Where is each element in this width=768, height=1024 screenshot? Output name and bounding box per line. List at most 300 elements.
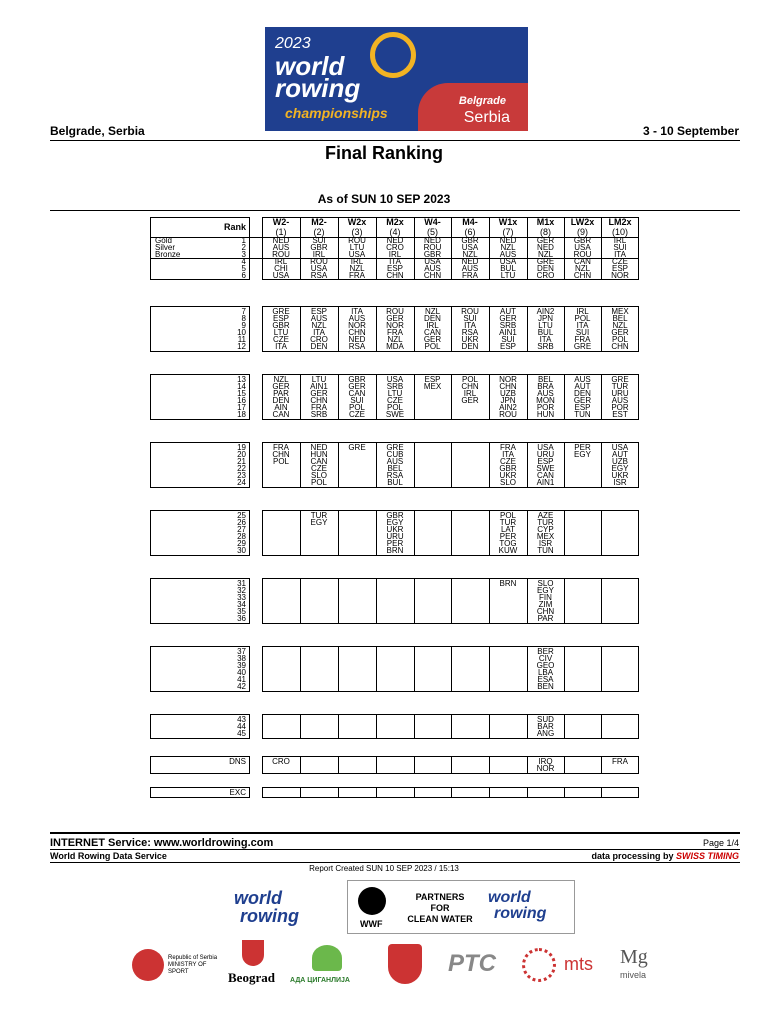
- rank-number: 23: [237, 471, 246, 480]
- table-cell: POL: [611, 335, 628, 344]
- table-cell: AZE: [537, 511, 554, 520]
- rank-number: 10: [237, 328, 246, 337]
- table-cell: POL: [348, 403, 365, 412]
- table-cell: ITA: [576, 321, 589, 330]
- table-cell: CYP: [537, 525, 554, 534]
- table-cell: NOR: [499, 375, 517, 384]
- table-cell: BUL: [500, 264, 516, 273]
- partners-label: PARTNERS: [415, 892, 465, 902]
- rank-number: 8: [241, 314, 246, 323]
- table-cell: LTU: [273, 328, 289, 337]
- table-cell: EST: [612, 410, 628, 419]
- table-cell: BRA: [537, 382, 554, 391]
- column-divider-8-2: [338, 756, 339, 774]
- column-header-w2-name: W2-: [272, 217, 290, 227]
- column-divider-9-4: [414, 787, 415, 798]
- table-cell: URU: [386, 532, 404, 541]
- table-cell: ROU: [461, 307, 479, 316]
- table-cell: EGY: [386, 518, 404, 527]
- column-divider-8-6: [489, 756, 490, 774]
- table-cell: IRL: [613, 236, 627, 245]
- table-cell: UKR: [611, 471, 629, 480]
- table-cell: NOR: [348, 321, 366, 330]
- banner-world-rowing: world rowing: [275, 51, 361, 103]
- table-cell: EGY: [611, 464, 629, 473]
- table-cell: UKR: [499, 471, 517, 480]
- table-cell: NZL: [537, 250, 554, 259]
- table-cell: CIV: [538, 654, 553, 663]
- table-cell: ANG: [536, 729, 555, 738]
- table-cell: USA: [272, 271, 290, 280]
- table-cell: ESP: [574, 403, 591, 412]
- table-cell: AIN1: [310, 382, 328, 391]
- mivela-text: mivela: [620, 970, 647, 980]
- data-service: World Rowing Data Service: [50, 851, 167, 861]
- column-divider-9-3: [376, 787, 377, 798]
- table-cell: SUI: [501, 335, 515, 344]
- table-cell: ESP: [386, 264, 403, 273]
- column-header-m2-number: (2): [313, 227, 325, 237]
- rank-number: 24: [237, 478, 246, 487]
- footer-divider-3: [50, 862, 740, 863]
- table-cell: ESP: [537, 457, 554, 466]
- table-cell: USA: [537, 443, 554, 452]
- table-cell: MON: [536, 396, 555, 405]
- table-cell: ROU: [423, 243, 442, 252]
- table-cell: SWE: [385, 410, 405, 419]
- banner-serbia: Serbia: [463, 109, 510, 126]
- table-cell: MEX: [423, 382, 442, 391]
- table-cell: ESP: [272, 314, 289, 323]
- rank-number: 28: [237, 532, 246, 541]
- world-rowing-logo-2-text-2: rowing: [494, 905, 547, 922]
- ada-text: АДА ЦИГАНЛИЈА: [290, 977, 350, 984]
- table-cell: AUT: [574, 382, 591, 391]
- table-cell: SUI: [613, 243, 627, 252]
- table-cell: AUS: [272, 243, 290, 252]
- table-cell: BAR: [537, 722, 554, 731]
- column-divider-8-1: [300, 756, 301, 774]
- table-cell: BER: [537, 647, 554, 656]
- column-divider-9-5: [451, 787, 452, 798]
- table-cell: POL: [386, 403, 403, 412]
- table-cell: CRO: [386, 243, 404, 252]
- table-cell: POL: [424, 342, 441, 351]
- column-header-m2-name: M2-: [311, 217, 327, 227]
- column-divider-7-4: [414, 714, 415, 739]
- table-cell: USA: [348, 250, 366, 259]
- table-cell: GBR: [423, 250, 442, 259]
- column-divider-7-9: [601, 714, 602, 739]
- table-cell: BRN: [499, 579, 517, 588]
- table-cell: ITA: [275, 342, 287, 351]
- world-rowing-logo-2-text-1: world: [488, 889, 531, 906]
- table-cell: GER: [611, 328, 629, 337]
- internet-service: INTERNET Service: www.worldrowing.com: [50, 837, 274, 849]
- table-cell: ITA: [502, 450, 514, 459]
- column-divider-3-5: [451, 442, 452, 488]
- table-cell: CAN: [424, 328, 441, 337]
- table-cell: CHN: [611, 342, 629, 351]
- table-cell: CZE: [387, 396, 403, 405]
- table-cell: CAN: [272, 410, 290, 419]
- table-cell: POL: [574, 314, 591, 323]
- table-cell: CHN: [536, 607, 555, 616]
- table-cell: CZE: [311, 464, 327, 473]
- table-cell: FRA: [574, 335, 591, 344]
- table-cell: GBR: [461, 236, 479, 245]
- column-divider-3-4: [414, 442, 415, 488]
- column-header-lm2x-name: LM2x: [608, 217, 632, 227]
- column-divider-6-4: [414, 646, 415, 692]
- table-cell: ROU: [573, 250, 592, 259]
- rank-number: 4: [241, 257, 246, 266]
- column-divider-6-5: [451, 646, 452, 692]
- table-cell: UZB: [500, 389, 516, 398]
- rank-number: 18: [237, 410, 246, 419]
- table-cell: CHN: [272, 450, 290, 459]
- table-cell: MEX: [536, 532, 555, 541]
- wwf-label: WWF: [360, 919, 383, 929]
- table-cell: CRO: [310, 335, 328, 344]
- table-cell: POL: [310, 478, 327, 487]
- table-cell: BEL: [612, 314, 628, 323]
- column-divider-4-2: [338, 510, 339, 556]
- mts-logo: [522, 946, 602, 986]
- rank-number: 5: [241, 264, 246, 273]
- table-cell: BEL: [387, 464, 403, 473]
- table-cell: USA: [499, 257, 517, 266]
- ada-ciganlija-logo: [290, 945, 370, 990]
- table-cell: NED: [310, 443, 328, 452]
- clean-water-partnership: [347, 880, 575, 934]
- header-divider: [50, 140, 740, 141]
- rank-number: 37: [237, 647, 246, 656]
- column-divider-5-3: [376, 578, 377, 624]
- table-cell: NZL: [311, 321, 327, 330]
- table-cell: EGY: [310, 518, 328, 527]
- table-cell: MEX: [611, 307, 629, 316]
- table-cell: UKR: [386, 525, 404, 534]
- rank-number: 39: [237, 661, 246, 670]
- column-divider-6-8: [564, 646, 565, 692]
- table-cell: LTU: [538, 321, 553, 330]
- rank-number: 20: [237, 450, 246, 459]
- rank-number: EXC: [229, 788, 246, 797]
- table-cell: AUS: [348, 314, 366, 323]
- world-rowing-logo: [226, 884, 316, 930]
- column-divider-7-1: [300, 714, 301, 739]
- column-divider-4-4: [414, 510, 415, 556]
- column-header-lw2x-name: LW2x: [570, 217, 595, 227]
- table-cell: DEN: [461, 342, 479, 351]
- rank-number: 45: [237, 729, 246, 738]
- column-divider-7-5: [451, 714, 452, 739]
- table-cell: AIN2: [499, 403, 517, 412]
- page-title: Final Ranking: [324, 143, 443, 163]
- rank-number: 2: [241, 243, 246, 252]
- table-cell: SRB: [386, 382, 404, 391]
- table-cell: HUN: [310, 450, 328, 459]
- table-cell: PER: [499, 532, 517, 541]
- rank-number: 30: [237, 546, 246, 555]
- table-cell: UZB: [612, 457, 628, 466]
- rank-number: 11: [237, 335, 246, 344]
- column-header-m2x-name: M2x: [386, 217, 404, 227]
- medal-label: Bronze: [155, 250, 181, 259]
- table-cell: CHN: [386, 271, 404, 280]
- table-cell: SRB: [499, 321, 517, 330]
- table-cell: AIN: [274, 403, 288, 412]
- table-cell: FRA: [462, 271, 478, 280]
- city-label: Belgrade, Serbia: [50, 124, 145, 138]
- table-cell: BUL: [387, 478, 403, 487]
- ministry-text: Republic of Serbia MINISTRY OF SPORT: [168, 955, 218, 975]
- table-cell: ISR: [538, 539, 553, 548]
- rtc-text: PTC: [448, 950, 496, 977]
- table-cell: NED: [461, 257, 479, 266]
- table-cell: DEN: [310, 342, 328, 351]
- table-cell: NZL: [349, 264, 365, 273]
- banner-ring-logo: [370, 32, 416, 78]
- table-cell: AUS: [386, 457, 404, 466]
- table-cell: PER: [574, 443, 591, 452]
- table-cell: URU: [536, 450, 555, 459]
- table-cell: EGY: [574, 450, 591, 459]
- table-cell: GER: [386, 314, 404, 323]
- rank-number: 35: [237, 607, 246, 616]
- table-cell: AUS: [537, 389, 554, 398]
- table-cell: TUR: [611, 382, 629, 391]
- column-divider-7-8: [564, 714, 565, 739]
- column-divider-4-8: [564, 510, 565, 556]
- table-cell: AIN1: [499, 328, 517, 337]
- table-cell: POR: [611, 403, 629, 412]
- table-cell: ROU: [499, 410, 517, 419]
- rank-number: 26: [237, 518, 246, 527]
- federation-crest-icon: [388, 944, 422, 984]
- mg-text: Mg: [620, 946, 648, 968]
- table-cell: POL: [461, 375, 478, 384]
- ada-icon: [312, 945, 342, 971]
- table-cell: SUI: [463, 314, 477, 323]
- table-cell: RSA: [310, 271, 328, 280]
- table-cell: USA: [574, 243, 591, 252]
- rank-number: 21: [237, 457, 246, 466]
- column-divider-4-9: [601, 510, 602, 556]
- report-created: Report Created SUN 10 SEP 2023 / 15:13: [309, 864, 459, 873]
- table-cell: AUT: [500, 307, 516, 316]
- table-cell: EGY: [537, 586, 554, 595]
- table-cell: FRA: [612, 757, 628, 766]
- table-cell: CAN: [537, 471, 554, 480]
- table-cell: POL: [272, 457, 289, 466]
- rank-number: DNS: [229, 757, 246, 766]
- table-cell: GBR: [272, 321, 290, 330]
- as-of-date: As of SUN 10 SEP 2023: [317, 192, 451, 206]
- column-divider-6-3: [376, 646, 377, 692]
- table-cell: GER: [310, 389, 328, 398]
- table-cell: IRL: [274, 257, 288, 266]
- column-divider-9-6: [489, 787, 490, 798]
- rank-number: 29: [237, 539, 246, 548]
- table-cell: GBR: [386, 511, 404, 520]
- column-divider-7-6: [489, 714, 490, 739]
- table-cell: LBA: [537, 668, 554, 677]
- table-cell: CHN: [310, 396, 328, 405]
- table-cell: SRB: [310, 410, 328, 419]
- table-cell: GER: [536, 236, 555, 245]
- table-cell: GER: [348, 382, 366, 391]
- table-cell: SLO: [537, 579, 554, 588]
- table-cell: CRO: [272, 757, 290, 766]
- table-cell: GRE: [536, 257, 555, 266]
- table-cell: ROU: [272, 250, 290, 259]
- table-cell: KUW: [498, 546, 518, 555]
- column-header-m1x-number: (8): [540, 227, 551, 237]
- rank-number: 27: [237, 525, 246, 534]
- table-cell: USA: [461, 243, 479, 252]
- table-cell: SLO: [310, 471, 327, 480]
- table-cell: SUI: [312, 236, 326, 245]
- table-cell: DEN: [574, 389, 591, 398]
- table-cell: GEO: [536, 661, 555, 670]
- column-header-w4-name: W4-: [424, 217, 441, 227]
- page-number: Page 1/4: [702, 838, 739, 848]
- runner-icon: [132, 949, 164, 981]
- rank-number: 22: [237, 464, 246, 473]
- table-cell: BEN: [537, 682, 554, 691]
- table-cell: ROU: [386, 307, 404, 316]
- rank-number: 25: [237, 511, 246, 520]
- column-divider-9-1: [300, 787, 301, 798]
- table-cell: IRL: [388, 250, 402, 259]
- footer-divider-2: [50, 849, 740, 850]
- table-cell: NED: [348, 335, 366, 344]
- column-divider-6-6: [489, 646, 490, 692]
- table-cell: FRA: [273, 443, 289, 452]
- footer-divider: [50, 832, 740, 834]
- table-cell: AUS: [461, 264, 479, 273]
- table-cell: GRE: [573, 342, 592, 351]
- table-cell: FRA: [311, 403, 327, 412]
- table-cell: LAT: [500, 525, 516, 534]
- table-cell: RSA: [348, 342, 366, 351]
- table-cell: NOR: [536, 764, 555, 773]
- table-cell: NZL: [387, 335, 403, 344]
- table-cell: FIN: [539, 593, 552, 602]
- table-cell: AIN2: [536, 307, 555, 316]
- rank-number: 34: [237, 600, 246, 609]
- table-cell: NED: [499, 236, 517, 245]
- rank-number: 17: [237, 403, 246, 412]
- table-cell: SRB: [537, 342, 554, 351]
- column-divider-6-1: [300, 646, 301, 692]
- table-cell: ISR: [613, 478, 627, 487]
- column-header-w2x-name: W2x: [347, 217, 367, 227]
- column-divider-9-2: [338, 787, 339, 798]
- mts-ring-icon: [522, 948, 556, 982]
- table-cell: ESP: [499, 342, 516, 351]
- rank-number: 44: [237, 722, 246, 731]
- table-cell: AUS: [499, 250, 517, 259]
- rank-number: 12: [237, 342, 246, 351]
- table-cell: CAN: [348, 389, 366, 398]
- table-cell: IRL: [576, 307, 589, 316]
- table-cell: CHN: [499, 382, 517, 391]
- championship-banner: [265, 27, 528, 131]
- table-cell: USA: [424, 257, 441, 266]
- table-cell: FRA: [387, 328, 403, 337]
- column-header-w2-number: (1): [275, 227, 287, 237]
- table-cell: DEN: [424, 314, 441, 323]
- rank-number: 36: [237, 614, 246, 623]
- banner-belgrade: Belgrade: [458, 95, 506, 107]
- rank-number: 32: [237, 586, 246, 595]
- table-cell: NZL: [500, 243, 516, 252]
- table-cell: GRE: [348, 443, 366, 452]
- table-cell: CZE: [349, 410, 365, 419]
- table-cell: NZL: [273, 375, 289, 384]
- table-cell: ITA: [351, 307, 363, 316]
- column-header-m4-number: (6): [464, 227, 476, 237]
- table-cell: CAN: [574, 257, 591, 266]
- rank-number: 13: [237, 375, 246, 384]
- column-divider-9-7: [527, 787, 528, 798]
- column-divider-8-3: [376, 756, 377, 774]
- table-cell: NZL: [424, 307, 441, 316]
- column-header-w1x-name: W1x: [498, 217, 518, 227]
- table-cell: GER: [272, 382, 290, 391]
- table-cell: DEN: [272, 396, 290, 405]
- rank-number: 42: [237, 682, 246, 691]
- medal-label: Gold: [155, 236, 172, 245]
- table-cell: IRL: [426, 321, 439, 330]
- rank-number: 14: [237, 382, 246, 391]
- table-cell: MDA: [386, 342, 404, 351]
- rank-number: 38: [237, 654, 246, 663]
- table-cell: TUN: [537, 546, 554, 555]
- rank-number: 33: [237, 593, 246, 602]
- table-cell: ROU: [348, 236, 366, 245]
- table-cell: NZL: [612, 321, 628, 330]
- table-cell: TOG: [499, 539, 517, 548]
- table-cell: TUR: [537, 518, 554, 527]
- table-cell: LTU: [349, 243, 365, 252]
- table-cell: POR: [536, 403, 555, 412]
- table-cell: AUS: [424, 264, 441, 273]
- column-divider-7-2: [338, 714, 339, 739]
- table-cell: NED: [272, 236, 290, 245]
- table-cell: CHN: [348, 328, 366, 337]
- table-cell: ITA: [464, 321, 476, 330]
- table-cell: JPN: [537, 314, 554, 323]
- column-header-w1x-number: (7): [502, 227, 514, 237]
- column-divider-5-5: [451, 578, 452, 624]
- table-cell: IRL: [312, 250, 326, 259]
- banner-year: 2023: [275, 35, 311, 52]
- table-cell: ESP: [310, 307, 327, 316]
- rank-number: 1: [241, 236, 246, 245]
- table-cell: NED: [424, 236, 441, 245]
- table-cell: SUI: [575, 328, 590, 337]
- table-cell: LTU: [387, 389, 403, 398]
- beograd-crest-icon: [242, 940, 264, 966]
- table-cell: IRL: [463, 389, 477, 398]
- dates-label: 3 - 10 September: [642, 124, 739, 138]
- column-divider-5-2: [338, 578, 339, 624]
- table-cell: GRE: [386, 443, 404, 452]
